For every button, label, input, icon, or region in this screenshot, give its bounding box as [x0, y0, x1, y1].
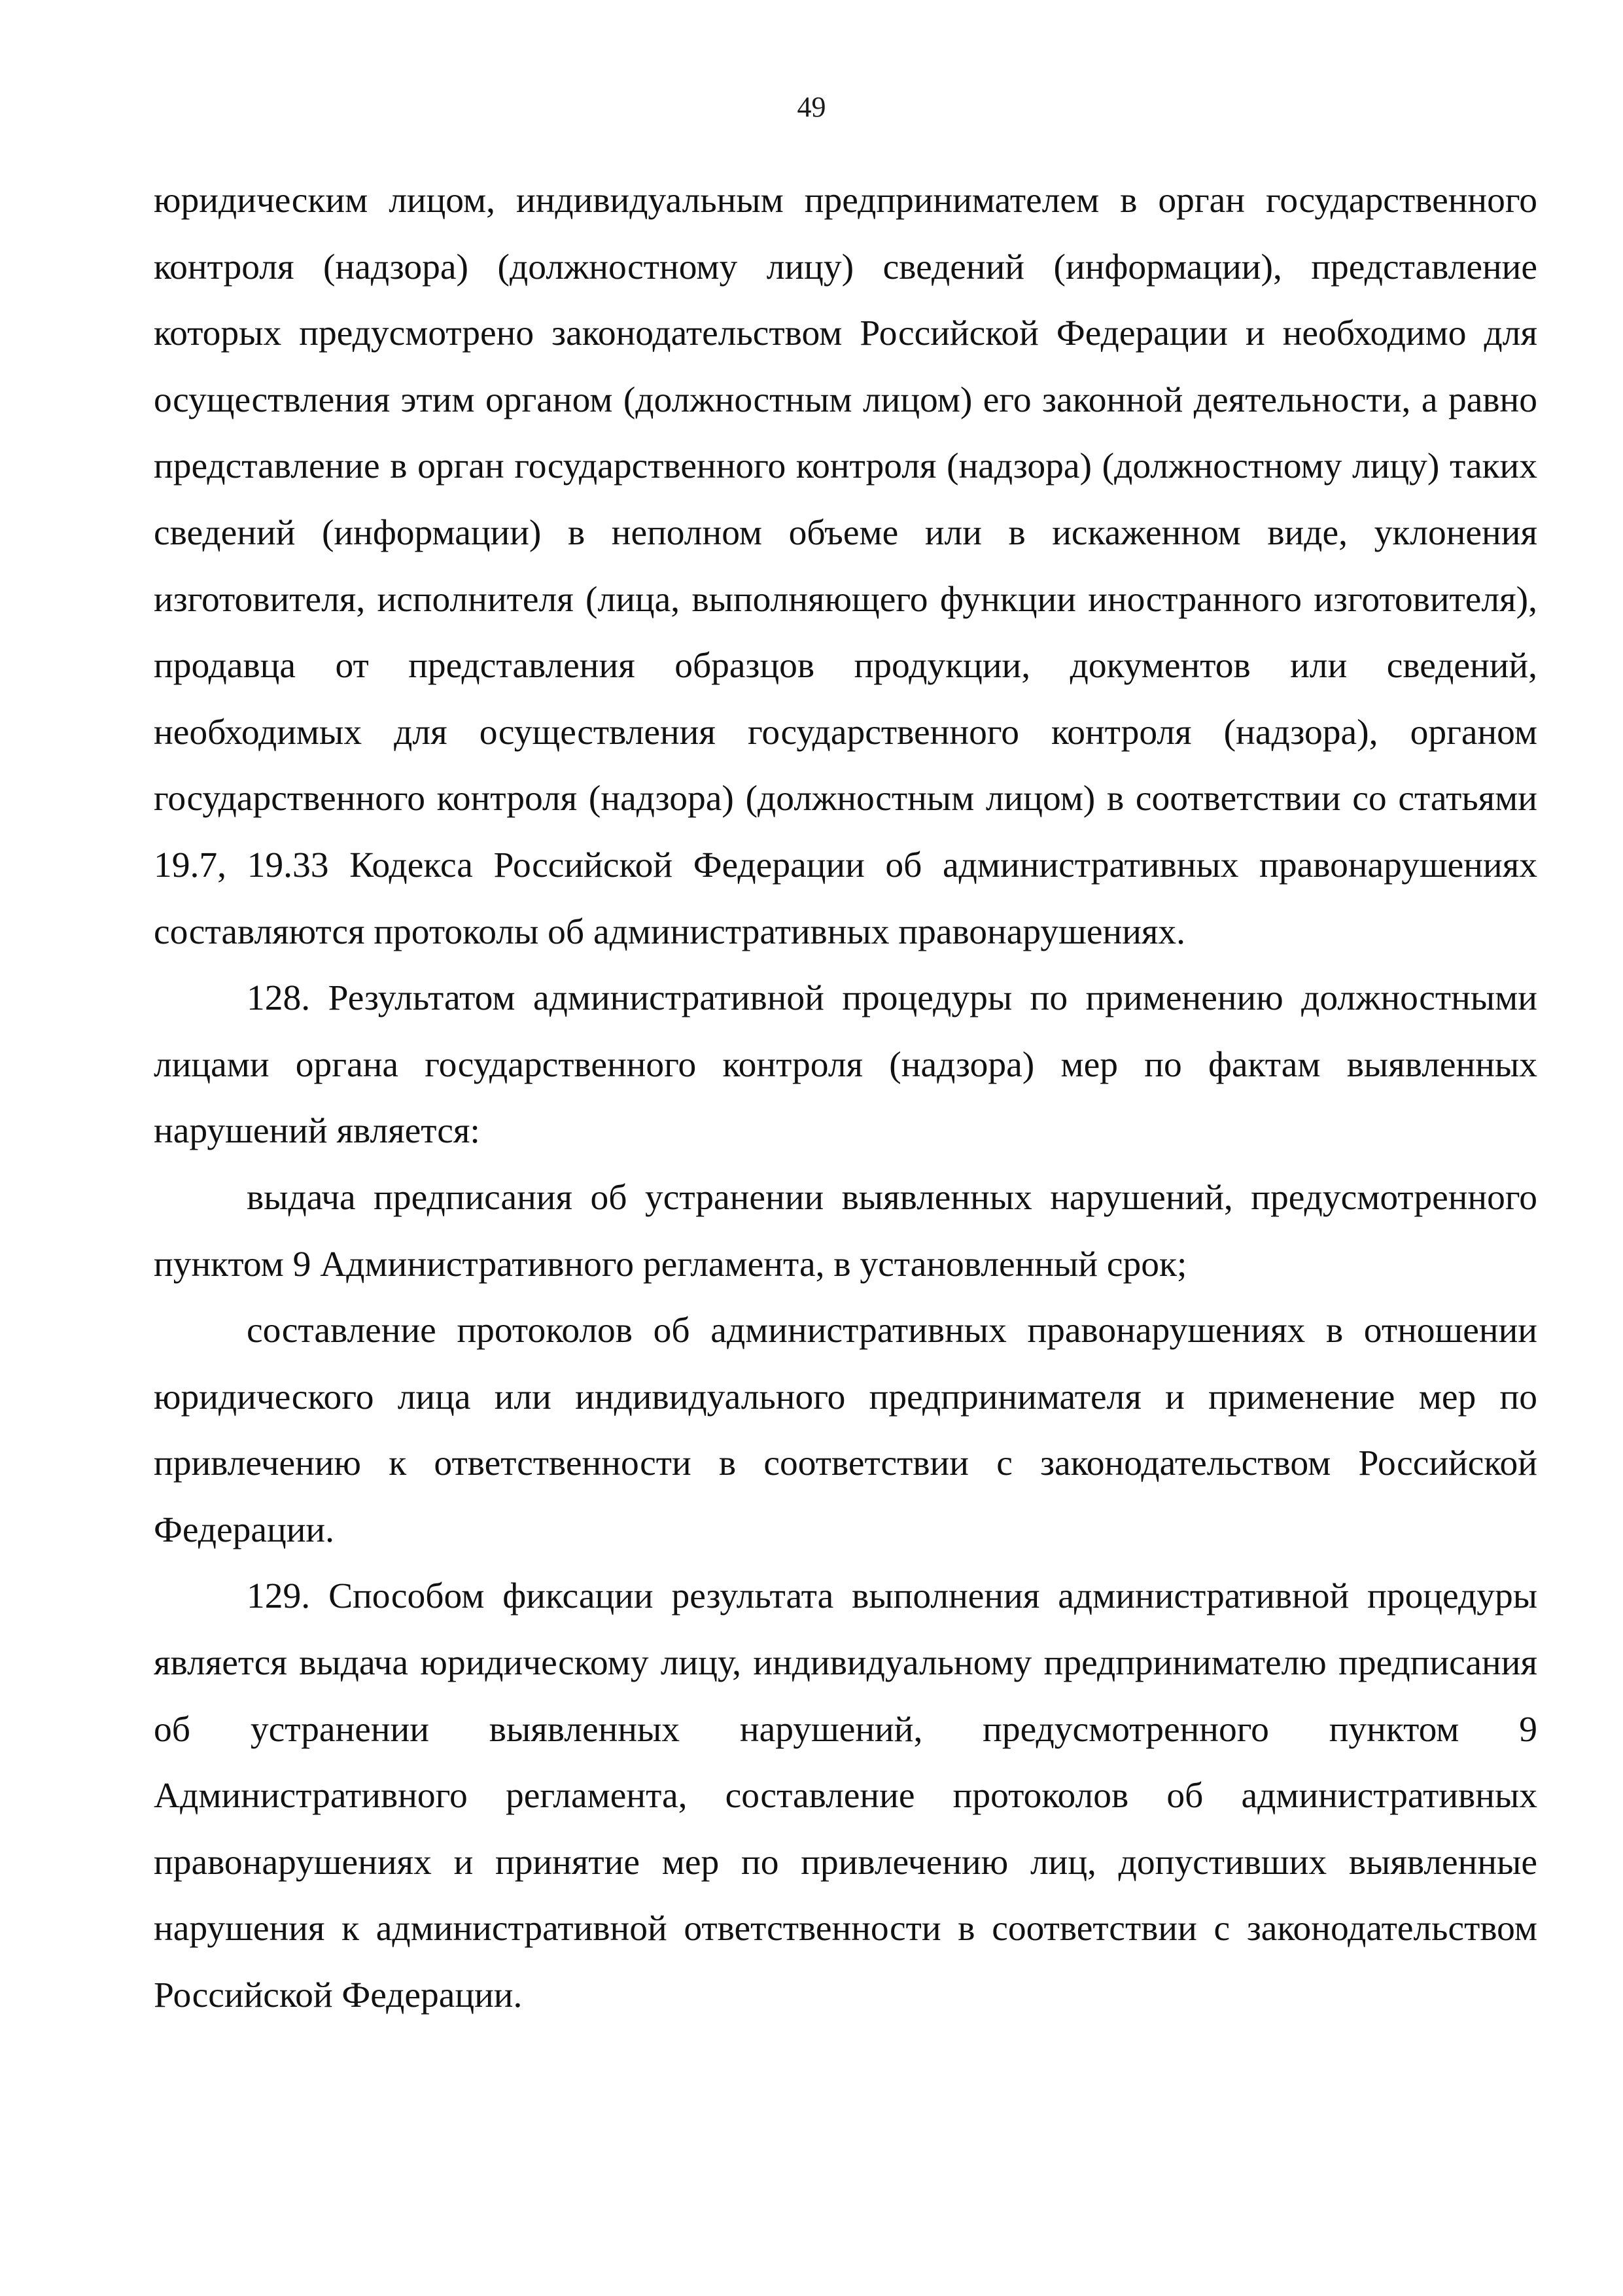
paragraph-129: 129. Способом фиксации результата выполнения административной процедуры является выдача юридическому лицу, индивидуальному предпринимателю предписания об устранении выявленных нарушений, предусмотренного пунктом 9 Административного регламента, составление протоколов об административных правонарушениях и принятие мер по привлечению лиц, допустивших выявленные нарушения к административной ответственности в соответствии с законодательством Российской Федерации. [154, 1576, 1537, 2016]
paragraph-item-protocols: составление протоколов об административных правонарушениях в отношении юридического лица или индивидуального предпринимателя и применение мер по привлечению к ответственности в соответствии с законодательством Российской Федерации. [154, 1311, 1537, 1550]
paragraph-128: 128. Результатом административной процедуры по применению должностными лицами органа государственного контроля (надзора) мер по фактам выявленных нарушений является: [154, 978, 1537, 1152]
paragraph-continuation: юридическим лицом, индивидуальным предпринимателем в орган государственного контроля (надзора) (должностному лицу) сведений (информации), представление которых предусмотрено законодательством Российской Федерации и необходимо для осуществления этим органом (должностным лицом) его законной деятельности, а равно представление в орган государственного контроля (надзора) (должностному лицу) таких сведений (информации) в неполном объеме или в искаженном виде, уклонения изготовителя, исполнителя (лица, выполняющего функции иностранного изготовителя), продавца от представления образцов продукции, документов или сведений, необходимых для осуществления государственного контроля (надзора), органом государственного контроля (надзора) (должностным лицом) в соответствии со статьями 19.7, 19.33 Кодекса Российской Федерации об административных правонарушениях составляются протоколы об административных правонарушениях. [154, 181, 1537, 952]
page-number: 49 [797, 91, 826, 123]
paragraph-item-prescription: выдача предписания об устранении выявленных нарушений, предусмотренного пунктом 9 Административного регламента, в установленный срок; [154, 1177, 1537, 1284]
document-body [154, 168, 1537, 2029]
